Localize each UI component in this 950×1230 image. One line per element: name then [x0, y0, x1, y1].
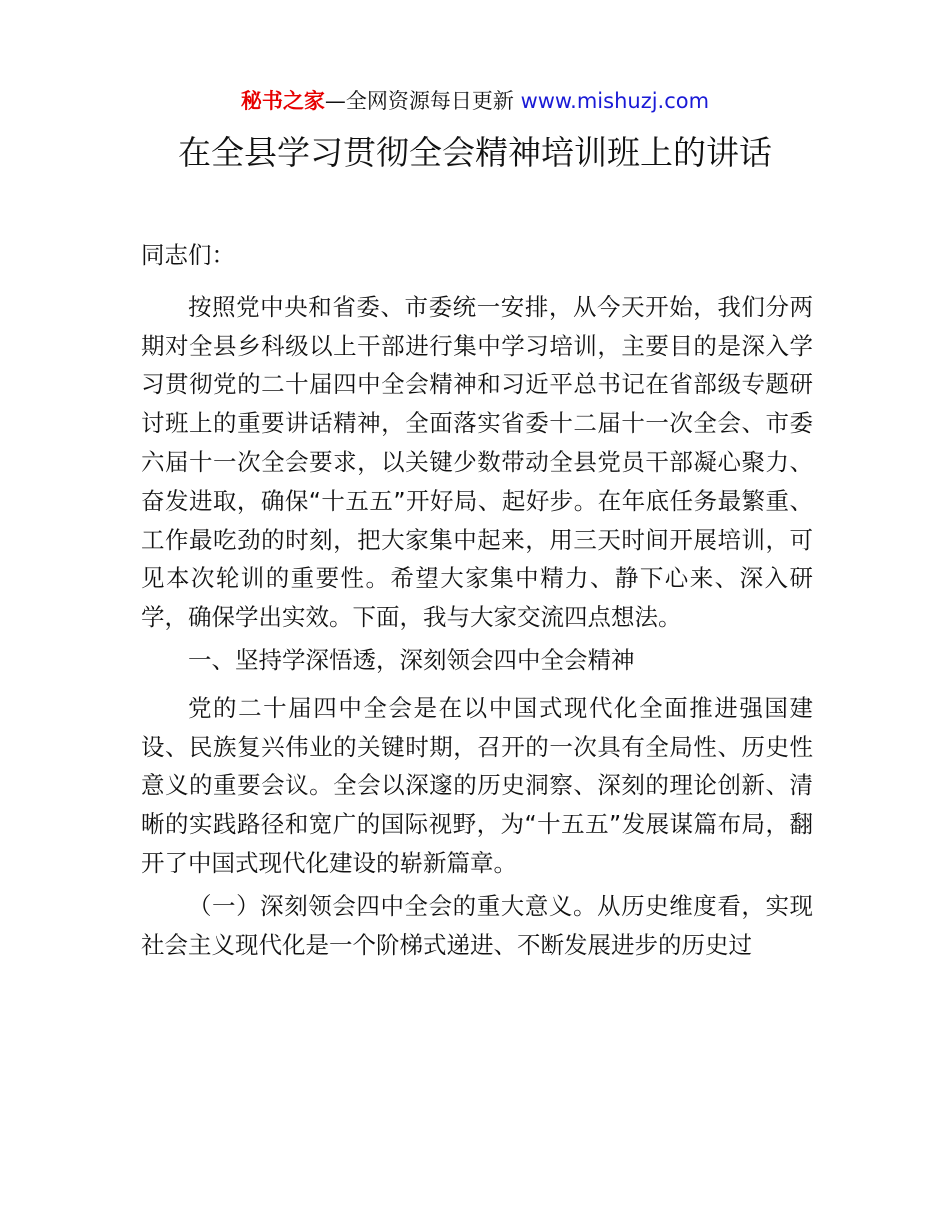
banner-tagline: —全网资源每日更新 [324, 89, 521, 113]
section-heading-1: 一、坚持学深悟透，深刻领会四中全会精神 [188, 645, 635, 674]
paragraph-section-1: 党的二十届四中全会是在以中国式现代化全面推进强国建设、民族复兴伟业的关键时期，召开的一次具有全局性、历史性意义的重要会议。全会以深邃的历史洞察、深刻的理论创新、清晰的实践路径和宽广的国际视野，为“十五五”发展谋篇布局，翻开了中国式现代化建设的崭新篇章。 [141, 693, 813, 877]
brand-name: 秘书之家 [240, 89, 325, 113]
salutation: 同志们： [141, 241, 235, 269]
paragraph-intro: 按照党中央和省委、市委统一安排，从今天开始，我们分两期对全县乡科级以上干部进行集中学习培训，主要目的是深入学习贯彻党的二十届四中全会精神和习近平总书记在省部级专题研讨班上的重要讲话精神，全面落实省委十二届十一次全会、市委六届十一次全会要求，以关键少数带动全县党员干部凝心聚力、奋发进取，确保“十五五”开好局、起好步。在年底任务最繁重、工作最吃劲的时刻，把大家集中起来，用三天时间开展培训，可见本次轮训的重要性。希望大家集中精力、静下心来、深入研学，确保学出实效。下面，我与大家交流四点想法。 [141, 292, 813, 632]
site-banner [0, 86, 950, 116]
document-title: 在全县学习贯彻全会精神培训班上的讲话 [178, 133, 772, 172]
site-url-link[interactable]: www.mishuzj.com [520, 89, 710, 113]
document-body [141, 236, 813, 968]
paragraph-subsection-1: （一）深刻领会四中全会的重大意义。从历史维度看，实现社会主义现代化是一个阶梯式递进、不断发展进步的历史过 [141, 891, 813, 959]
